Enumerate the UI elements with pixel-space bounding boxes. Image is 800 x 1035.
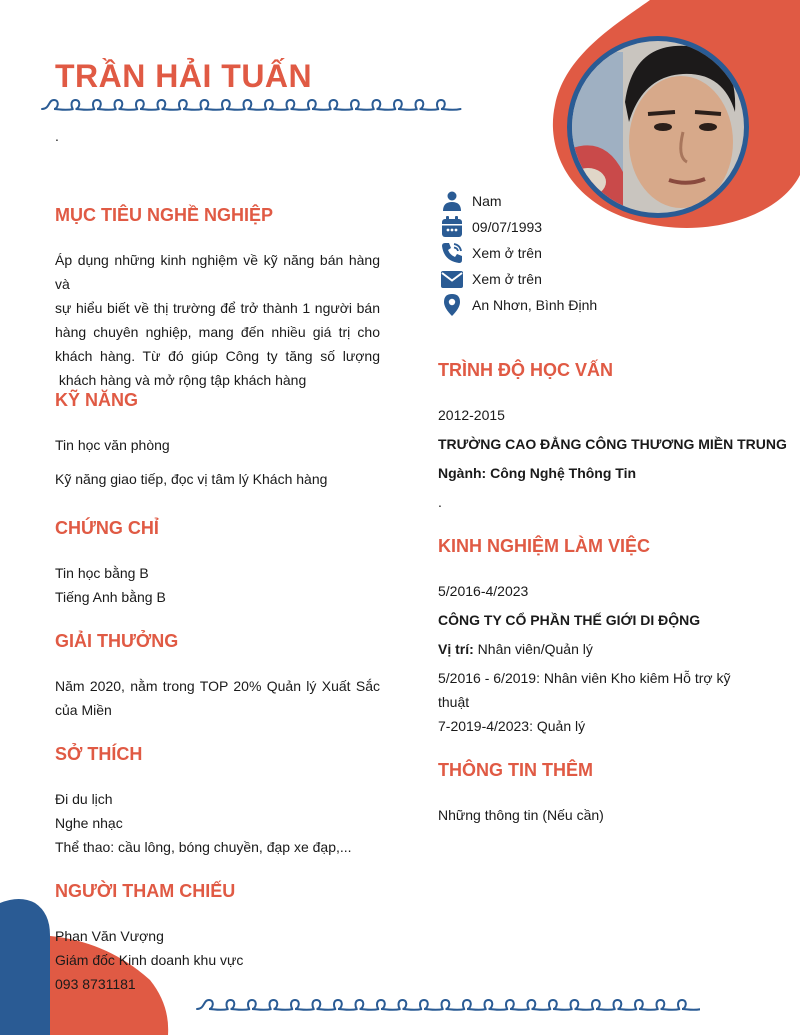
phone-text: Xem ở trên (472, 245, 542, 261)
reference-title: Giám đốc Kinh doanh khu vực (55, 952, 244, 968)
contact-address (440, 292, 597, 318)
hobbies-heading: SỞ THÍCH (55, 744, 143, 764)
education-heading: TRÌNH ĐỘ HỌC VẤN (438, 360, 613, 380)
decorative-squiggle-top (40, 96, 465, 116)
skill-item: Kỹ năng giao tiếp, đọc vị tâm lý Khách hàng (55, 471, 328, 487)
hobbies-list (55, 787, 352, 859)
objective-line: sự hiểu biết về thị trường để trở thành 1 người bán (55, 300, 380, 316)
contact-phone (440, 240, 542, 266)
additional-heading: THÔNG TIN THÊM (438, 760, 593, 780)
experience-position (438, 637, 593, 661)
additional-text: Những thông tin (Nếu cần) (438, 807, 604, 823)
education-note: . (438, 494, 442, 510)
references-list (55, 924, 243, 996)
education-major: Ngành: Công Nghệ Thông Tin (438, 465, 637, 481)
education-school: TRƯỜNG CAO ĐẲNG CÔNG THƯƠNG MIỀN TRUNG (438, 436, 787, 452)
birthdate-text: 09/07/1993 (472, 219, 543, 235)
hobby-item: Thể thao: cầu lông, bóng chuyền, đạp xe đạp,... (55, 839, 352, 855)
contact-email (440, 266, 542, 292)
profile-photo (563, 32, 753, 222)
objective-line: khách hàng. Từ đó giúp Công ty tăng số lượng (55, 348, 380, 364)
awards-text (55, 674, 380, 722)
award-line: Năm 2020, nằm trong TOP 20% Quản lý Xuất Sắc (55, 678, 380, 694)
position-label: Vị trí: (438, 641, 474, 657)
certificate-item: Tiếng Anh bằng B (55, 589, 166, 605)
certificates-heading: CHỨNG CHỈ (55, 518, 159, 538)
objective-line: khách hàng và mở rộng tập khách hàng (55, 372, 307, 388)
person-icon (440, 189, 464, 213)
candidate-name: TRẦN HẢI TUẤN (55, 58, 313, 94)
experience-company: CÔNG TY CỔ PHẦN THẾ GIỚI DI ĐỘNG (438, 612, 701, 628)
contact-birthdate (440, 214, 542, 240)
certificates-list (55, 561, 166, 609)
reference-phone: 093 8731181 (55, 976, 136, 992)
mail-icon (440, 267, 464, 291)
objective-text (55, 248, 380, 392)
experience-detail: 7-2019-4/2023: Quản lý (438, 718, 586, 734)
award-line: của Miền (55, 702, 112, 718)
experience-heading: KINH NGHIỆM LÀM VIỆC (438, 536, 651, 556)
awards-heading: GIẢI THƯỞNG (55, 631, 179, 651)
objective-heading: MỤC TIÊU NGHỀ NGHIỆP (55, 205, 274, 225)
objective-line: hàng chuyên nghiệp, mang đến nhiều giá trị cho (55, 324, 380, 340)
email-text: Xem ở trên (472, 271, 542, 287)
experience-detail: 5/2016 - 6/2019: Nhân viên Kho kiêm Hỗ trợ kỹ (438, 670, 731, 686)
hobby-item: Đi du lịch (55, 791, 113, 807)
phone-icon (440, 241, 464, 265)
position-value: Nhân viên/Quản lý (473, 641, 593, 657)
contact-gender (440, 188, 502, 214)
objective-line: Áp dụng những kinh nghiệm về kỹ năng bán hàng và (55, 252, 380, 292)
decorative-squiggle-bottom (195, 995, 700, 1017)
reference-name: Phan Văn Vượng (55, 928, 164, 944)
experience-details (438, 666, 768, 738)
calendar-icon (440, 215, 464, 239)
education-period: 2012-2015 (438, 407, 505, 423)
hobby-item: Nghe nhạc (55, 815, 123, 831)
skill-item: Tin học văn phòng (55, 437, 170, 453)
skills-heading: KỸ NĂNG (55, 390, 139, 410)
location-pin-icon (440, 293, 464, 317)
tagline: . (55, 128, 59, 144)
gender-text: Nam (472, 193, 502, 209)
certificate-item: Tin học bằng B (55, 565, 149, 581)
references-heading: NGƯỜI THAM CHIẾU (55, 881, 236, 901)
address-text: An Nhơn, Bình Định (472, 297, 598, 313)
experience-detail: thuật (438, 694, 470, 710)
experience-period: 5/2016-4/2023 (438, 583, 529, 599)
